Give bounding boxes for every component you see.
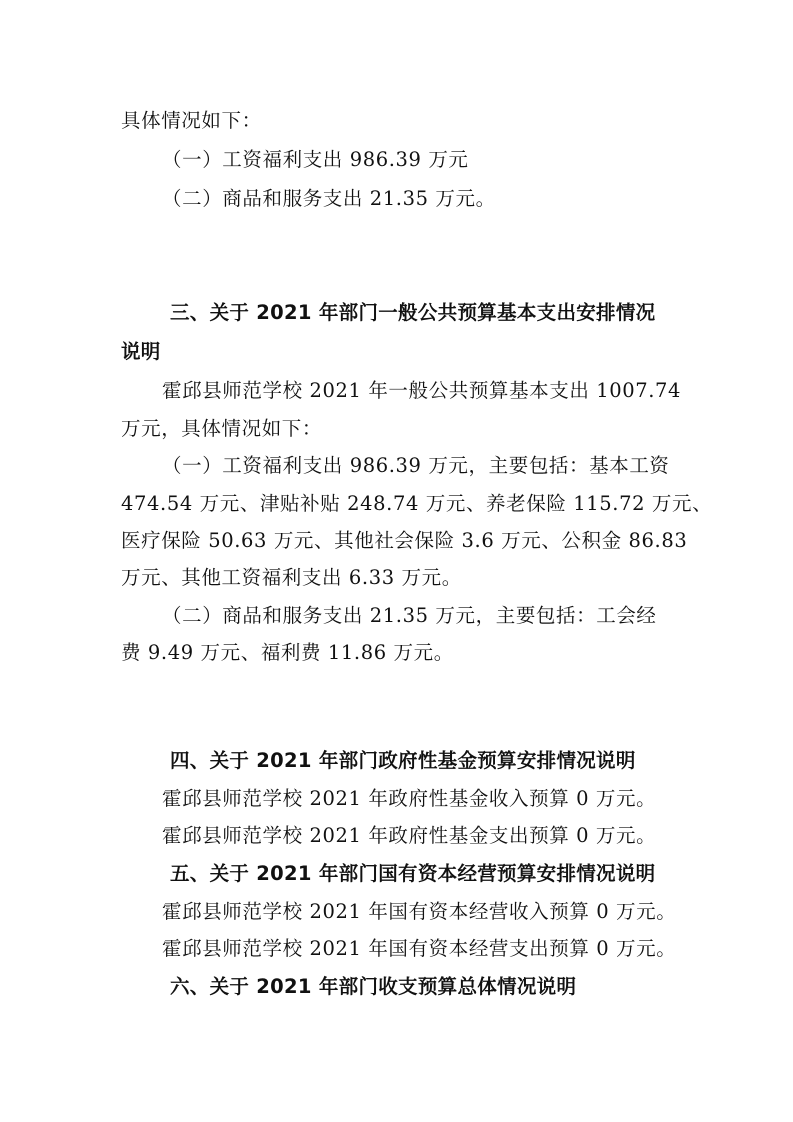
section-3-para-1-line-2: 万元，具体情况如下： bbox=[121, 417, 323, 440]
section-3-heading-line-1: 三、关于 2021 年部门一般公共预算基本支出安排情况 bbox=[170, 301, 656, 324]
section-6-heading: 六、关于 2021 年部门收支预算总体情况说明 bbox=[170, 975, 577, 998]
section-5-line-2: 霍邱县师范学校 2021 年国有资本经营支出预算 0 万元。 bbox=[162, 937, 677, 960]
summary-item-1: （一）工资福利支出 986.39 万元 bbox=[162, 148, 469, 171]
section-5-heading: 五、关于 2021 年部门国有资本经营预算安排情况说明 bbox=[170, 862, 656, 885]
section-3-item-1-line-4: 万元、其他工资福利支出 6.33 万元。 bbox=[121, 566, 462, 589]
section-5-line-1: 霍邱县师范学校 2021 年国有资本经营收入预算 0 万元。 bbox=[162, 900, 677, 923]
section-3-item-2-line-2: 费 9.49 万元、福利费 11.86 万元。 bbox=[121, 641, 454, 664]
section-3-item-1-line-2: 474.54 万元、津贴补贴 248.74 万元、养老保险 115.72 万元、 bbox=[121, 492, 713, 515]
section-4-line-2: 霍邱县师范学校 2021 年政府性基金支出预算 0 万元。 bbox=[162, 824, 657, 847]
intro-tail-text: 具体情况如下： bbox=[121, 109, 262, 132]
section-3-item-1-line-1: （一）工资福利支出 986.39 万元，主要包括：基本工资 bbox=[162, 454, 670, 477]
section-3-para-1-line-1: 霍邱县师范学校 2021 年一般公共预算基本支出 1007.74 bbox=[162, 379, 682, 402]
section-3-item-2-line-1: （二）商品和服务支出 21.35 万元，主要包括：工会经 bbox=[162, 604, 657, 627]
section-4-line-1: 霍邱县师范学校 2021 年政府性基金收入预算 0 万元。 bbox=[162, 787, 657, 810]
section-3-item-1-line-3: 医疗保险 50.63 万元、其他社会保险 3.6 万元、公积金 86.83 bbox=[121, 529, 688, 552]
section-4-heading: 四、关于 2021 年部门政府性基金预算安排情况说明 bbox=[170, 749, 636, 772]
summary-item-2: （二）商品和服务支出 21.35 万元。 bbox=[162, 187, 496, 210]
section-3-heading-line-2: 说明 bbox=[121, 340, 161, 363]
